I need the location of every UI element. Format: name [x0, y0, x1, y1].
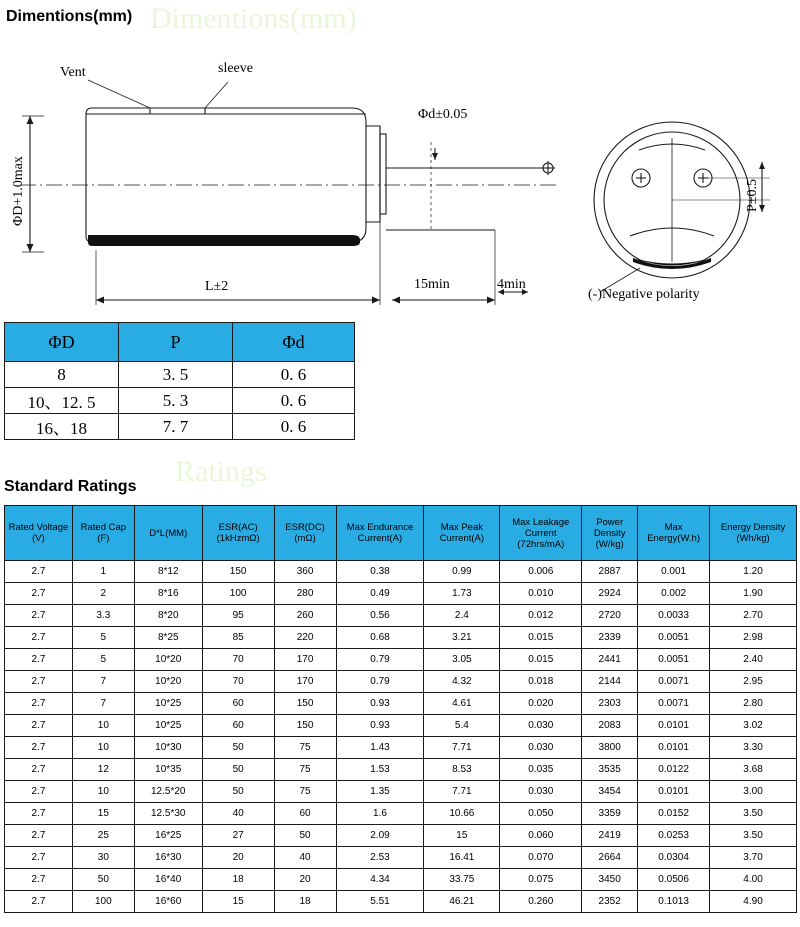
cell: 3.05	[424, 649, 500, 671]
cell: 0.020	[500, 693, 582, 715]
cell: 3.02	[710, 715, 797, 737]
ratings-header-cell-3: ESR(AC) (1kHzmΩ)	[202, 506, 274, 561]
cell: 10	[72, 715, 134, 737]
table-row	[5, 414, 355, 440]
cell: 8.53	[424, 759, 500, 781]
ratings-body	[5, 561, 797, 913]
dimension-table	[4, 322, 355, 440]
cell: 2.7	[5, 781, 73, 803]
cell: 2.7	[5, 583, 73, 605]
standard-ratings-table	[4, 505, 797, 913]
cell: 0.99	[424, 561, 500, 583]
cell: 0.001	[638, 561, 710, 583]
table-row	[5, 671, 797, 693]
dim-header-p: P	[119, 323, 233, 362]
cell: 0.0051	[638, 649, 710, 671]
ratings-header-row	[5, 506, 797, 561]
cell: 50	[202, 737, 274, 759]
cell: 150	[274, 715, 336, 737]
cell: 8*25	[134, 627, 202, 649]
ratings-header-cell-10: Energy Density (Wh/kg)	[710, 506, 797, 561]
cell: 150	[202, 561, 274, 583]
cell: 0.0071	[638, 693, 710, 715]
cell: 0.010	[500, 583, 582, 605]
label-lead-length: 15min	[414, 277, 450, 292]
cell: 360	[274, 561, 336, 583]
cell: 100	[72, 891, 134, 913]
cell: 2.70	[710, 605, 797, 627]
ratings-header-cell-0: Rated Voltage (V)	[5, 506, 73, 561]
cell: 1.90	[710, 583, 797, 605]
cell: 25	[72, 825, 134, 847]
ratings-header-cell-7: Max Leakage Current (72hrs/mA)	[500, 506, 582, 561]
cell: 2.09	[336, 825, 424, 847]
cell: 16、18	[5, 414, 119, 440]
cell: 0.1013	[638, 891, 710, 913]
cell: 2887	[582, 561, 638, 583]
cell: 4.61	[424, 693, 500, 715]
cell: 10	[72, 737, 134, 759]
ratings-header-cell-4: ESR(DC) (mΩ)	[274, 506, 336, 561]
ratings-header-cell-8: Power Density (W/kg)	[582, 506, 638, 561]
cell: 2.7	[5, 693, 73, 715]
cell: 0.0051	[638, 627, 710, 649]
cell: 0. 6	[233, 388, 355, 414]
cell: 16*30	[134, 847, 202, 869]
table-row	[5, 891, 797, 913]
cell: 3359	[582, 803, 638, 825]
ratings-header-cell-9: Max Energy(W.h)	[638, 506, 710, 561]
cell: 15	[72, 803, 134, 825]
table-row	[5, 605, 797, 627]
cell: 2083	[582, 715, 638, 737]
cell: 2720	[582, 605, 638, 627]
label-sleeve: sleeve	[218, 61, 253, 76]
cell: 3535	[582, 759, 638, 781]
cell: 2924	[582, 583, 638, 605]
ratings-header-cell-1: Rated Cap (F)	[72, 506, 134, 561]
cell: 2.40	[710, 649, 797, 671]
cell: 0.030	[500, 737, 582, 759]
cell: 3.00	[710, 781, 797, 803]
cell: 7	[72, 693, 134, 715]
cell: 1.6	[336, 803, 424, 825]
cell: 10*20	[134, 649, 202, 671]
cell: 170	[274, 649, 336, 671]
cell: 1	[72, 561, 134, 583]
cell: 40	[202, 803, 274, 825]
cell: 2.7	[5, 605, 73, 627]
cell: 2.4	[424, 605, 500, 627]
cell: 5.4	[424, 715, 500, 737]
cell: 15	[202, 891, 274, 913]
table-row	[5, 737, 797, 759]
cell: 2.7	[5, 627, 73, 649]
cell: 3800	[582, 737, 638, 759]
table-row	[5, 388, 355, 414]
cell: 10*30	[134, 737, 202, 759]
cell: 2352	[582, 891, 638, 913]
cell: 0.006	[500, 561, 582, 583]
cell: 5	[72, 649, 134, 671]
cell: 0.0152	[638, 803, 710, 825]
cell: 0.260	[500, 891, 582, 913]
cell: 0.0101	[638, 781, 710, 803]
cell: 60	[202, 715, 274, 737]
cell: 2.7	[5, 869, 73, 891]
cell: 0.93	[336, 715, 424, 737]
capacitor-dimension-drawing	[0, 30, 800, 305]
cell: 0.79	[336, 649, 424, 671]
cell: 16*60	[134, 891, 202, 913]
cell: 3.50	[710, 803, 797, 825]
table-row	[5, 362, 355, 388]
cell: 0.075	[500, 869, 582, 891]
cell: 10*35	[134, 759, 202, 781]
cell: 33.75	[424, 869, 500, 891]
cell: 2419	[582, 825, 638, 847]
cell: 0.002	[638, 583, 710, 605]
cell: 5. 3	[119, 388, 233, 414]
label-pitch: P±0.5	[745, 179, 760, 212]
cell: 70	[202, 649, 274, 671]
cell: 12	[72, 759, 134, 781]
cell: 2.7	[5, 847, 73, 869]
cell: 2.98	[710, 627, 797, 649]
label-body-diameter: ΦD+1.0max	[11, 156, 26, 226]
label-negative-polarity: (-)Negative polarity	[588, 287, 700, 302]
cell: 60	[274, 803, 336, 825]
cell: 10*25	[134, 715, 202, 737]
cell: 0.0101	[638, 737, 710, 759]
cell: 0.93	[336, 693, 424, 715]
cell: 3454	[582, 781, 638, 803]
watermark-bottom: Ratings	[175, 455, 267, 488]
cell: 75	[274, 781, 336, 803]
cell: 10、12. 5	[5, 388, 119, 414]
dim-header-phi-d-lead: Φd	[233, 323, 355, 362]
cell: 4.00	[710, 869, 797, 891]
cell: 50	[274, 825, 336, 847]
cell: 2303	[582, 693, 638, 715]
table-row	[5, 869, 797, 891]
cell: 46.21	[424, 891, 500, 913]
cell: 0.38	[336, 561, 424, 583]
cell: 2.95	[710, 671, 797, 693]
cell: 4.90	[710, 891, 797, 913]
label-length: L±2	[205, 279, 229, 294]
cell: 0. 6	[233, 362, 355, 388]
cell: 0.0071	[638, 671, 710, 693]
cell: 2664	[582, 847, 638, 869]
cell: 3.68	[710, 759, 797, 781]
cell: 8*16	[134, 583, 202, 605]
cell: 2	[72, 583, 134, 605]
cell: 2.7	[5, 737, 73, 759]
cell: 7.71	[424, 737, 500, 759]
table-row	[5, 583, 797, 605]
cell: 2441	[582, 649, 638, 671]
cell: 3. 5	[119, 362, 233, 388]
cell: 2.7	[5, 561, 73, 583]
cell: 2.7	[5, 649, 73, 671]
cell: 0.79	[336, 671, 424, 693]
cell: 2.7	[5, 825, 73, 847]
cell: 20	[202, 847, 274, 869]
cell: 70	[202, 671, 274, 693]
cell: 10	[72, 781, 134, 803]
label-lead-diameter: Φd±0.05	[418, 107, 468, 122]
cell: 0.0122	[638, 759, 710, 781]
cell: 0.49	[336, 583, 424, 605]
cell: 0.0101	[638, 715, 710, 737]
standard-ratings-title: Standard Ratings	[4, 478, 137, 495]
cell: 4.34	[336, 869, 424, 891]
cell: 60	[202, 693, 274, 715]
cell: 10*25	[134, 693, 202, 715]
cell: 8*12	[134, 561, 202, 583]
cell: 280	[274, 583, 336, 605]
cell: 12.5*30	[134, 803, 202, 825]
cell: 5.51	[336, 891, 424, 913]
cell: 0.012	[500, 605, 582, 627]
cell: 0.015	[500, 627, 582, 649]
table-row	[5, 803, 797, 825]
watermark-top: Dimentions(mm)	[150, 2, 357, 35]
cell: 18	[274, 891, 336, 913]
cell: 0.0033	[638, 605, 710, 627]
cell: 2339	[582, 627, 638, 649]
cell: 0.0304	[638, 847, 710, 869]
cell: 2.7	[5, 803, 73, 825]
dim-header-phid: ΦD	[5, 323, 119, 362]
cell: 7. 7	[119, 414, 233, 440]
cell: 18	[202, 869, 274, 891]
cell: 10.66	[424, 803, 500, 825]
cell: 1.73	[424, 583, 500, 605]
cell: 4.32	[424, 671, 500, 693]
cell: 0.0506	[638, 869, 710, 891]
dimensions-title: Dimentions(mm)	[6, 8, 133, 25]
cell: 10*20	[134, 671, 202, 693]
label-lead-offset: 4min	[497, 277, 526, 292]
cell: 1.20	[710, 561, 797, 583]
cell: 16*40	[134, 869, 202, 891]
cell: 2144	[582, 671, 638, 693]
cell: 0.060	[500, 825, 582, 847]
cell: 0.030	[500, 715, 582, 737]
table-row	[5, 627, 797, 649]
cell: 100	[202, 583, 274, 605]
cell: 95	[202, 605, 274, 627]
cell: 12.5*20	[134, 781, 202, 803]
table-header-row	[5, 323, 355, 362]
cell: 0.050	[500, 803, 582, 825]
cell: 3.70	[710, 847, 797, 869]
cell: 0.035	[500, 759, 582, 781]
cell: 0.56	[336, 605, 424, 627]
label-vent: Vent	[60, 65, 86, 80]
cell: 3.30	[710, 737, 797, 759]
cell: 220	[274, 627, 336, 649]
cell: 75	[274, 737, 336, 759]
cell: 7.71	[424, 781, 500, 803]
cell: 7	[72, 671, 134, 693]
cell: 2.7	[5, 671, 73, 693]
cell: 40	[274, 847, 336, 869]
ratings-header-cell-2: D*L(MM)	[134, 506, 202, 561]
table-row	[5, 781, 797, 803]
cell: 0.015	[500, 649, 582, 671]
cell: 16*25	[134, 825, 202, 847]
table-row	[5, 693, 797, 715]
cell: 2.7	[5, 891, 73, 913]
cell: 50	[202, 781, 274, 803]
table-row	[5, 759, 797, 781]
cell: 50	[202, 759, 274, 781]
cell: 150	[274, 693, 336, 715]
cell: 2.53	[336, 847, 424, 869]
cell: 3.3	[72, 605, 134, 627]
table-row	[5, 649, 797, 671]
ratings-header-cell-6: Max Peak Current(A)	[424, 506, 500, 561]
cell: 2.80	[710, 693, 797, 715]
ratings-header-cell-5: Max Endurance Current(A)	[336, 506, 424, 561]
cell: 16.41	[424, 847, 500, 869]
cell: 0.018	[500, 671, 582, 693]
cell: 0.0253	[638, 825, 710, 847]
cell: 3450	[582, 869, 638, 891]
cell: 85	[202, 627, 274, 649]
cell: 3.50	[710, 825, 797, 847]
cell: 1.43	[336, 737, 424, 759]
cell: 1.35	[336, 781, 424, 803]
table-row	[5, 561, 797, 583]
cell: 260	[274, 605, 336, 627]
cell: 0.68	[336, 627, 424, 649]
cell: 0.070	[500, 847, 582, 869]
cell: 0. 6	[233, 414, 355, 440]
cell: 170	[274, 671, 336, 693]
cell: 5	[72, 627, 134, 649]
table-row	[5, 847, 797, 869]
cell: 27	[202, 825, 274, 847]
cell: 8	[5, 362, 119, 388]
cell: 50	[72, 869, 134, 891]
cell: 0.030	[500, 781, 582, 803]
cell: 8*20	[134, 605, 202, 627]
cell: 15	[424, 825, 500, 847]
cell: 2.7	[5, 715, 73, 737]
cell: 1.53	[336, 759, 424, 781]
table-row	[5, 825, 797, 847]
cell: 75	[274, 759, 336, 781]
table-row	[5, 715, 797, 737]
cell: 20	[274, 869, 336, 891]
cell: 2.7	[5, 759, 73, 781]
cell: 30	[72, 847, 134, 869]
cell: 3.21	[424, 627, 500, 649]
